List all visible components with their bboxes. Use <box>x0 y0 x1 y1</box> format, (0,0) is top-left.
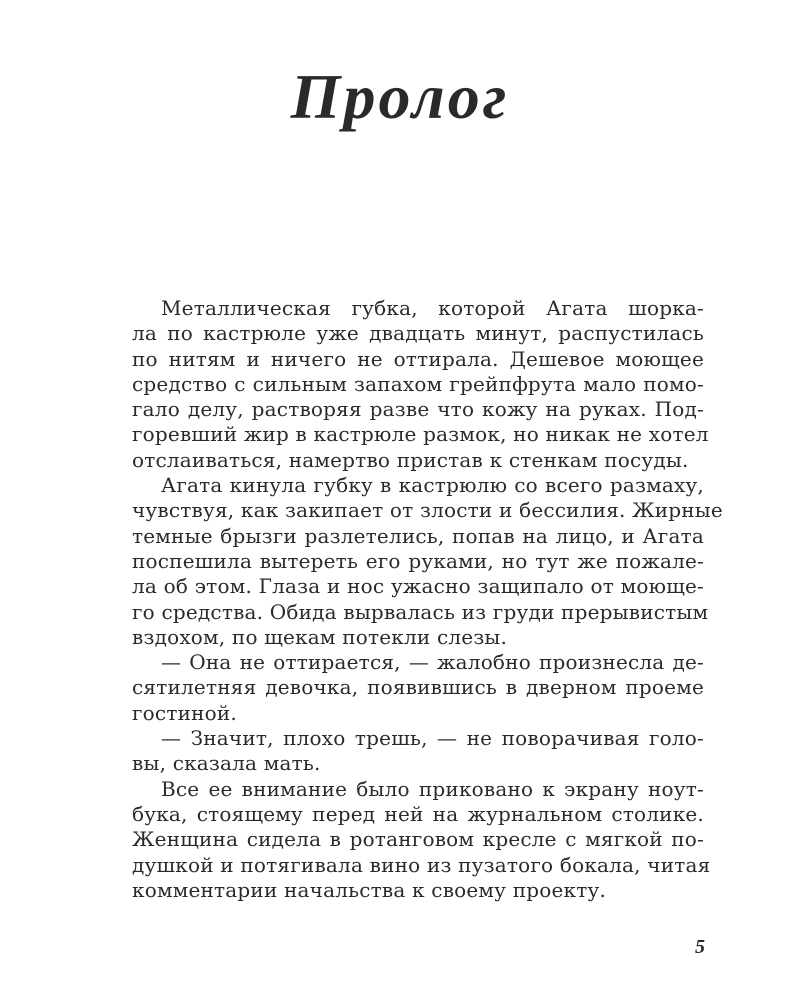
page-number: 5 <box>695 936 705 958</box>
paragraph <box>102 473 723 650</box>
text-line: средство с сильным запахом грейпфрута мало помо- <box>132 371 704 396</box>
text-line: поспешила вытереть его руками, но тут же пожале- <box>132 548 704 573</box>
paragraph <box>102 296 709 473</box>
text-line: Женщина сидела в ротанговом кресле с мягкой по- <box>132 827 704 852</box>
text-line: Металлическая губка, которой Агата шорка- <box>161 296 704 320</box>
text-line: гостиной. <box>132 700 237 725</box>
text-line: темные брызги разлетелись, попав на лицо, и Агата <box>132 523 704 548</box>
text-line: Все ее внимание было приковано к экрану ноут- <box>161 776 704 801</box>
text-line: — Она не оттирается, — жалобно произнесла де- <box>161 650 704 675</box>
text-line: ла об этом. Глаза и нос ужасно защипало от моюще- <box>132 574 704 599</box>
text-line: гало делу, растворяя разве что кожу на руках. Под- <box>132 397 704 422</box>
chapter-title: Пролог <box>290 61 510 132</box>
text-line: Агата кинула губку в кастрюлю со всего размаху, <box>161 473 704 498</box>
text-line: по нитям и ничего не оттирала. Дешевое моющее <box>132 346 704 371</box>
paragraph <box>102 650 704 726</box>
paragraph <box>102 726 704 777</box>
text-line: чувствуя, как закипает от злости и бессилия. Жирные <box>132 498 723 523</box>
text-line: го средства. Обида вырвалась из груди прерывистым <box>132 599 709 624</box>
paragraph <box>102 776 711 903</box>
text-line: отслаиваться, намертво пристав к стенкам посуды. <box>132 447 689 472</box>
text-line: ла по кастрюле уже двадцать минут, распустилась <box>132 321 704 346</box>
chapter-body <box>102 296 723 903</box>
text-line: сятилетняя девочка, появившись в дверном проеме <box>132 675 704 700</box>
text-line: горевший жир в кастрюле размок, но никак не хотел <box>132 422 709 447</box>
text-line: вздохом, по щекам потекли слезы. <box>132 624 508 649</box>
text-line: — Значит, плохо трешь, — не поворачивая голо- <box>161 726 704 751</box>
text-line: вы, сказала мать. <box>132 751 321 776</box>
text-line: комментарии начальства к своему проекту. <box>132 877 607 902</box>
text-line: бука, стоящему перед ней на журнальном столике. <box>132 801 704 826</box>
text-line: душкой и потягивала вино из пузатого бокала, читая <box>132 852 711 877</box>
